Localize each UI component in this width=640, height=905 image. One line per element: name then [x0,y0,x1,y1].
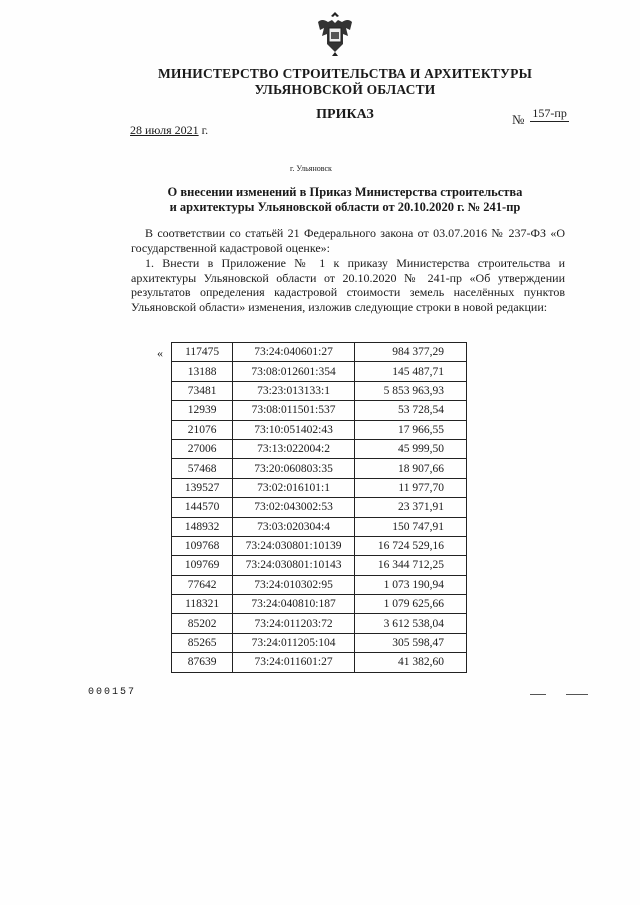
row-number-cell: 109769 [172,556,233,575]
cadastral-number-cell: 73:02:043002:53 [233,498,355,517]
order-subject-line2: и архитектуры Ульяновской области от 20.10.2020 г. № 241-пр [169,200,521,214]
table-row [172,420,467,439]
order-number [512,106,569,129]
row-number-cell: 27006 [172,439,233,458]
cadastral-number-cell: 73:08:012601:354 [233,362,355,381]
paragraph-item-1: 1. Внести в Приложение № 1 к приказу Министерства строительства и архитектуры Ульяновской области от 20.10.2020 № 241-пр «Об утверждении результатов определения кадастровой стоимости земель населённых пунктов Ульяновской области» изменения, изложив следующие строки в новой редакции: [131,256,565,314]
stamp-number: 000157 [88,687,137,698]
cadastral-value-cell: 18 907,66 [354,459,466,478]
cadastral-number-cell: 73:02:016101:1 [233,478,355,497]
footer-dash [530,694,546,695]
order-subject-line1: О внесении изменений в Приказ Министерства строительства [167,185,523,199]
row-number-cell: 144570 [172,498,233,517]
footer-dash [566,694,588,695]
table-row [172,459,467,478]
cadastral-value-table [171,342,467,673]
table-row [172,633,467,652]
table-row [172,556,467,575]
row-number-cell: 73481 [172,381,233,400]
number-sign: № [512,112,525,127]
cadastral-value-cell: 16 724 529,16 [354,536,466,555]
ministry-title-line2: УЛЬЯНОВСКОЙ ОБЛАСТИ [254,82,436,97]
cadastral-value-cell: 1 073 190,94 [354,575,466,594]
cadastral-value-cell: 11 977,70 [354,478,466,497]
order-date [130,123,208,138]
cadastral-value-cell: 984 377,29 [354,343,466,362]
document-type: ПРИКАЗ [316,107,374,122]
coat-of-arms-icon [310,8,360,58]
row-number-cell: 139527 [172,478,233,497]
row-number-cell: 148932 [172,517,233,536]
row-number-cell: 12939 [172,401,233,420]
table-row [172,439,467,458]
table-row [172,614,467,633]
table-row [172,401,467,420]
cadastral-value-cell: 145 487,71 [354,362,466,381]
cadastral-number-cell: 73:13:022004:2 [233,439,355,458]
table-row [172,498,467,517]
order-number-value: 157-пр [532,106,567,120]
cadastral-value-cell: 53 728,54 [354,401,466,420]
table-row [172,381,467,400]
cadastral-number-cell: 73:20:060803:35 [233,459,355,478]
cadastral-number-cell: 73:24:040810:187 [233,595,355,614]
ministry-title-line1: МИНИСТЕРСТВО СТРОИТЕЛЬСТВА И АРХИТЕКТУРЫ [157,66,533,81]
cadastral-number-cell: 73:10:051402:43 [233,420,355,439]
row-number-cell: 118321 [172,595,233,614]
table-row [172,478,467,497]
table-row [172,343,467,362]
row-number-cell: 85265 [172,633,233,652]
row-number-cell: 21076 [172,420,233,439]
cadastral-value-cell: 41 382,60 [354,653,466,672]
cadastral-number-cell: 73:24:040601:27 [233,343,355,362]
row-number-cell: 87639 [172,653,233,672]
cadastral-number-cell: 73:24:030801:10143 [233,556,355,575]
row-number-cell: 57468 [172,459,233,478]
cadastral-number-cell: 73:08:011501:537 [233,401,355,420]
table-row [172,653,467,672]
cadastral-number-cell: 73:24:011205:104 [233,633,355,652]
cadastral-number-cell: 73:24:010302:95 [233,575,355,594]
cadastral-value-cell: 305 598,47 [354,633,466,652]
cadastral-value-cell: 16 344 712,25 [354,556,466,575]
ministry-title [120,66,570,98]
cadastral-value-cell: 23 371,91 [354,498,466,517]
row-number-cell: 77642 [172,575,233,594]
cadastral-number-cell: 73:24:011203:72 [233,614,355,633]
cadastral-value-cell: 3 612 538,04 [354,614,466,633]
cadastral-number-cell: 73:24:011601:27 [233,653,355,672]
cadastral-number-cell: 73:03:020304:4 [233,517,355,536]
table-row [172,536,467,555]
open-quote: « [157,346,163,360]
row-number-cell: 109768 [172,536,233,555]
order-subject [130,185,560,215]
cadastral-number-cell: 73:23:013133:1 [233,381,355,400]
order-date-suffix: г. [198,123,209,137]
cadastral-number-cell: 73:24:030801:10139 [233,536,355,555]
table-row [172,362,467,381]
row-number-cell: 13188 [172,362,233,381]
cadastral-value-cell: 1 079 625,66 [354,595,466,614]
order-date-value: 28 июля 2021 [130,123,199,137]
city-name: г. Ульяновск [290,164,332,173]
row-number-cell: 117475 [172,343,233,362]
table-row [172,575,467,594]
cadastral-value-cell: 150 747,91 [354,517,466,536]
cadastral-value-cell: 45 999,50 [354,439,466,458]
row-number-cell: 85202 [172,614,233,633]
paragraph-legal-basis: В соответствии со статьёй 21 Федерального закона от 03.07.2016 № 237-ФЗ «О государственной кадастровой оценке»: [131,226,565,255]
cadastral-table-body [172,343,467,673]
cadastral-value-cell: 5 853 963,93 [354,381,466,400]
table-row [172,595,467,614]
table-row [172,517,467,536]
cadastral-value-cell: 17 966,55 [354,420,466,439]
